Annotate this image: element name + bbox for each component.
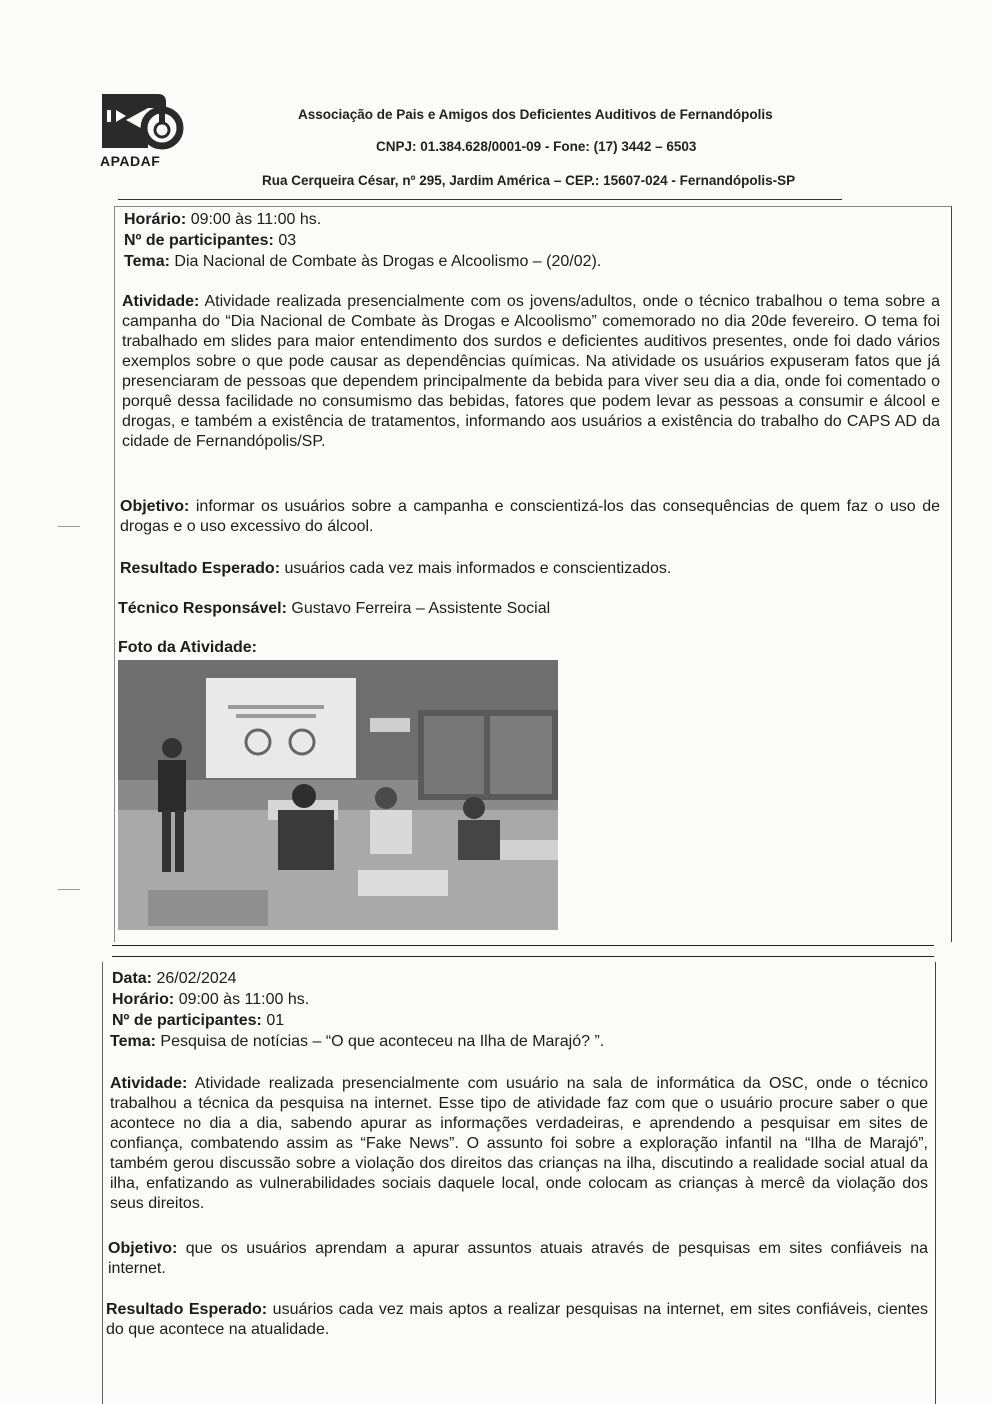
a1-objetivo-paragraph — [120, 497, 940, 537]
a1-atividade-paragraph — [122, 292, 940, 452]
a1-horario-label: Horário: — [124, 211, 187, 228]
a2-tema-line — [110, 1032, 604, 1052]
a1-resultado-label: Resultado Esperado: — [120, 560, 281, 577]
a2-tema-label: Tema: — [110, 1033, 156, 1050]
a1-atividade-text: Atividade realizada presencialmente com os jovens/adultos, onde o técnico trabalhou o tema sobre a campanha do “Dia Nacional de Combate às Drogas e Alcoolismo” comemorado no dia 20de fevereiro. O tema foi trabalhado em slides para maior entendimento dos surdos e deficientes auditivos presentes, onde foi dado vários exemplos sobre o que pode causar as dependências químicas. Na atividade os usuários expuseram fatos que já presenciaram de pessoas que dependem principalmente da bebida para viver seu dia a dia, onde foi comentado o porquê dessa facilidade no consumismo das bebidas, fatores que podem levar as pessoas a consumir e álcool e drogas, e também a existência de tratamentos, informando aos usuários a existência do trabalho do CAPS AD da cidade de Fernandópolis/SP. — [122, 293, 941, 450]
a1-participantes-label: Nº de participantes: — [124, 232, 274, 249]
a1-horario-value: 09:00 às 11:00 hs. — [190, 211, 322, 228]
logo-text: APADAF — [100, 153, 161, 169]
a1-tecnico-text: Gustavo Ferreira – Assistente Social — [291, 600, 551, 617]
a1-foto-label: Foto da Atividade: — [118, 639, 257, 656]
a2-participantes-value: 01 — [266, 1012, 285, 1029]
a2-data-label: Data: — [112, 970, 153, 987]
a2-resultado-paragraph — [106, 1300, 928, 1340]
a2-atividade-paragraph — [110, 1074, 928, 1214]
a2-horario-line — [112, 990, 309, 1010]
a2-objetivo-label: Objetivo: — [108, 1240, 178, 1257]
scan-mark — [58, 889, 80, 890]
a2-data-value: 26/02/2024 — [156, 970, 237, 987]
header-rule — [118, 199, 842, 200]
a1-tema-label: Tema: — [124, 253, 170, 270]
a1-atividade-label: Atividade: — [122, 293, 200, 310]
a2-objetivo-paragraph — [108, 1239, 928, 1279]
a1-participantes-line — [124, 231, 296, 251]
section-separator-bottom — [112, 956, 934, 957]
a1-tema-line — [124, 252, 601, 272]
a2-horario-label: Horário: — [112, 991, 175, 1008]
a2-atividade-text: Atividade realizada presencialmente com usuário na sala de informática da OSC, onde o técnico trabalhou a técnica da pesquisa na internet. Esse tipo de atividade faz com que o usuário procure saber o que acontece no dia a dia, sabendo apurar as informações verdadeiras, e aprendendo a pesquisar em sites de confiança, combatendo assim as “Fake News”. O assunto foi sobre a exploração infantil na “Ilha de Marajó”, também gerou discussão sobre a violação dos direitos das crianças na ilha, discutindo a realidade social atual da ilha, enfatizando as vulnerabilidades sociais daquele local, onde colocam as crianças à mercê da violação dos seus direitos. — [110, 1075, 928, 1212]
a1-tema-value: Dia Nacional de Combate às Drogas e Alcoolismo – (20/02). — [174, 253, 602, 270]
a2-tema-value: Pesquisa de notícias – “O que aconteceu na Ilha de Marajó? ”. — [160, 1033, 605, 1050]
org-name: Associação de Pais e Amigos dos Deficientes Auditivos de Fernandópolis — [298, 107, 773, 122]
a2-atividade-label: Atividade: — [110, 1075, 188, 1092]
a1-resultado-text: usuários cada vez mais informados e conscientizados. — [284, 560, 672, 577]
section-separator-top — [112, 945, 934, 946]
a1-tecnico-line — [118, 599, 550, 619]
a2-horario-value: 09:00 às 11:00 hs. — [178, 991, 310, 1008]
org-cnpj-phone: CNPJ: 01.384.628/0001-09 - Fone: (17) 3442 – 6503 — [376, 139, 697, 154]
a2-participantes-label: Nº de participantes: — [112, 1012, 262, 1029]
a1-objetivo-text: informar os usuários sobre a campanha e conscientizá-los das consequências de quem faz o uso de drogas e o uso excessivo do álcool. — [120, 498, 941, 535]
a1-objetivo-label: Objetivo: — [120, 498, 190, 515]
a2-resultado-label: Resultado Esperado: — [106, 1301, 268, 1318]
scan-mark — [58, 526, 80, 527]
a2-participantes-line — [112, 1011, 284, 1031]
a2-resultado-text: usuários cada vez mais aptos a realizar pesquisas na internet, em sites confiáveis, cientes do que acontece na atualidade. — [106, 1301, 929, 1338]
a1-resultado-line — [120, 559, 671, 579]
a2-objetivo-text: que os usuários aprendam a apurar assuntos atuais através de pesquisas em sites confiáveis na internet. — [108, 1240, 928, 1277]
a1-horario-line — [124, 210, 321, 230]
a1-participantes-value: 03 — [278, 232, 297, 249]
a2-data-line — [112, 969, 237, 989]
org-address: Rua Cerqueira César, nº 295, Jardim América – CEP.: 15607-024 - Fernandópolis-SP — [262, 173, 796, 188]
a1-tecnico-label: Técnico Responsável: — [118, 600, 287, 617]
activity-photo — [118, 660, 558, 930]
